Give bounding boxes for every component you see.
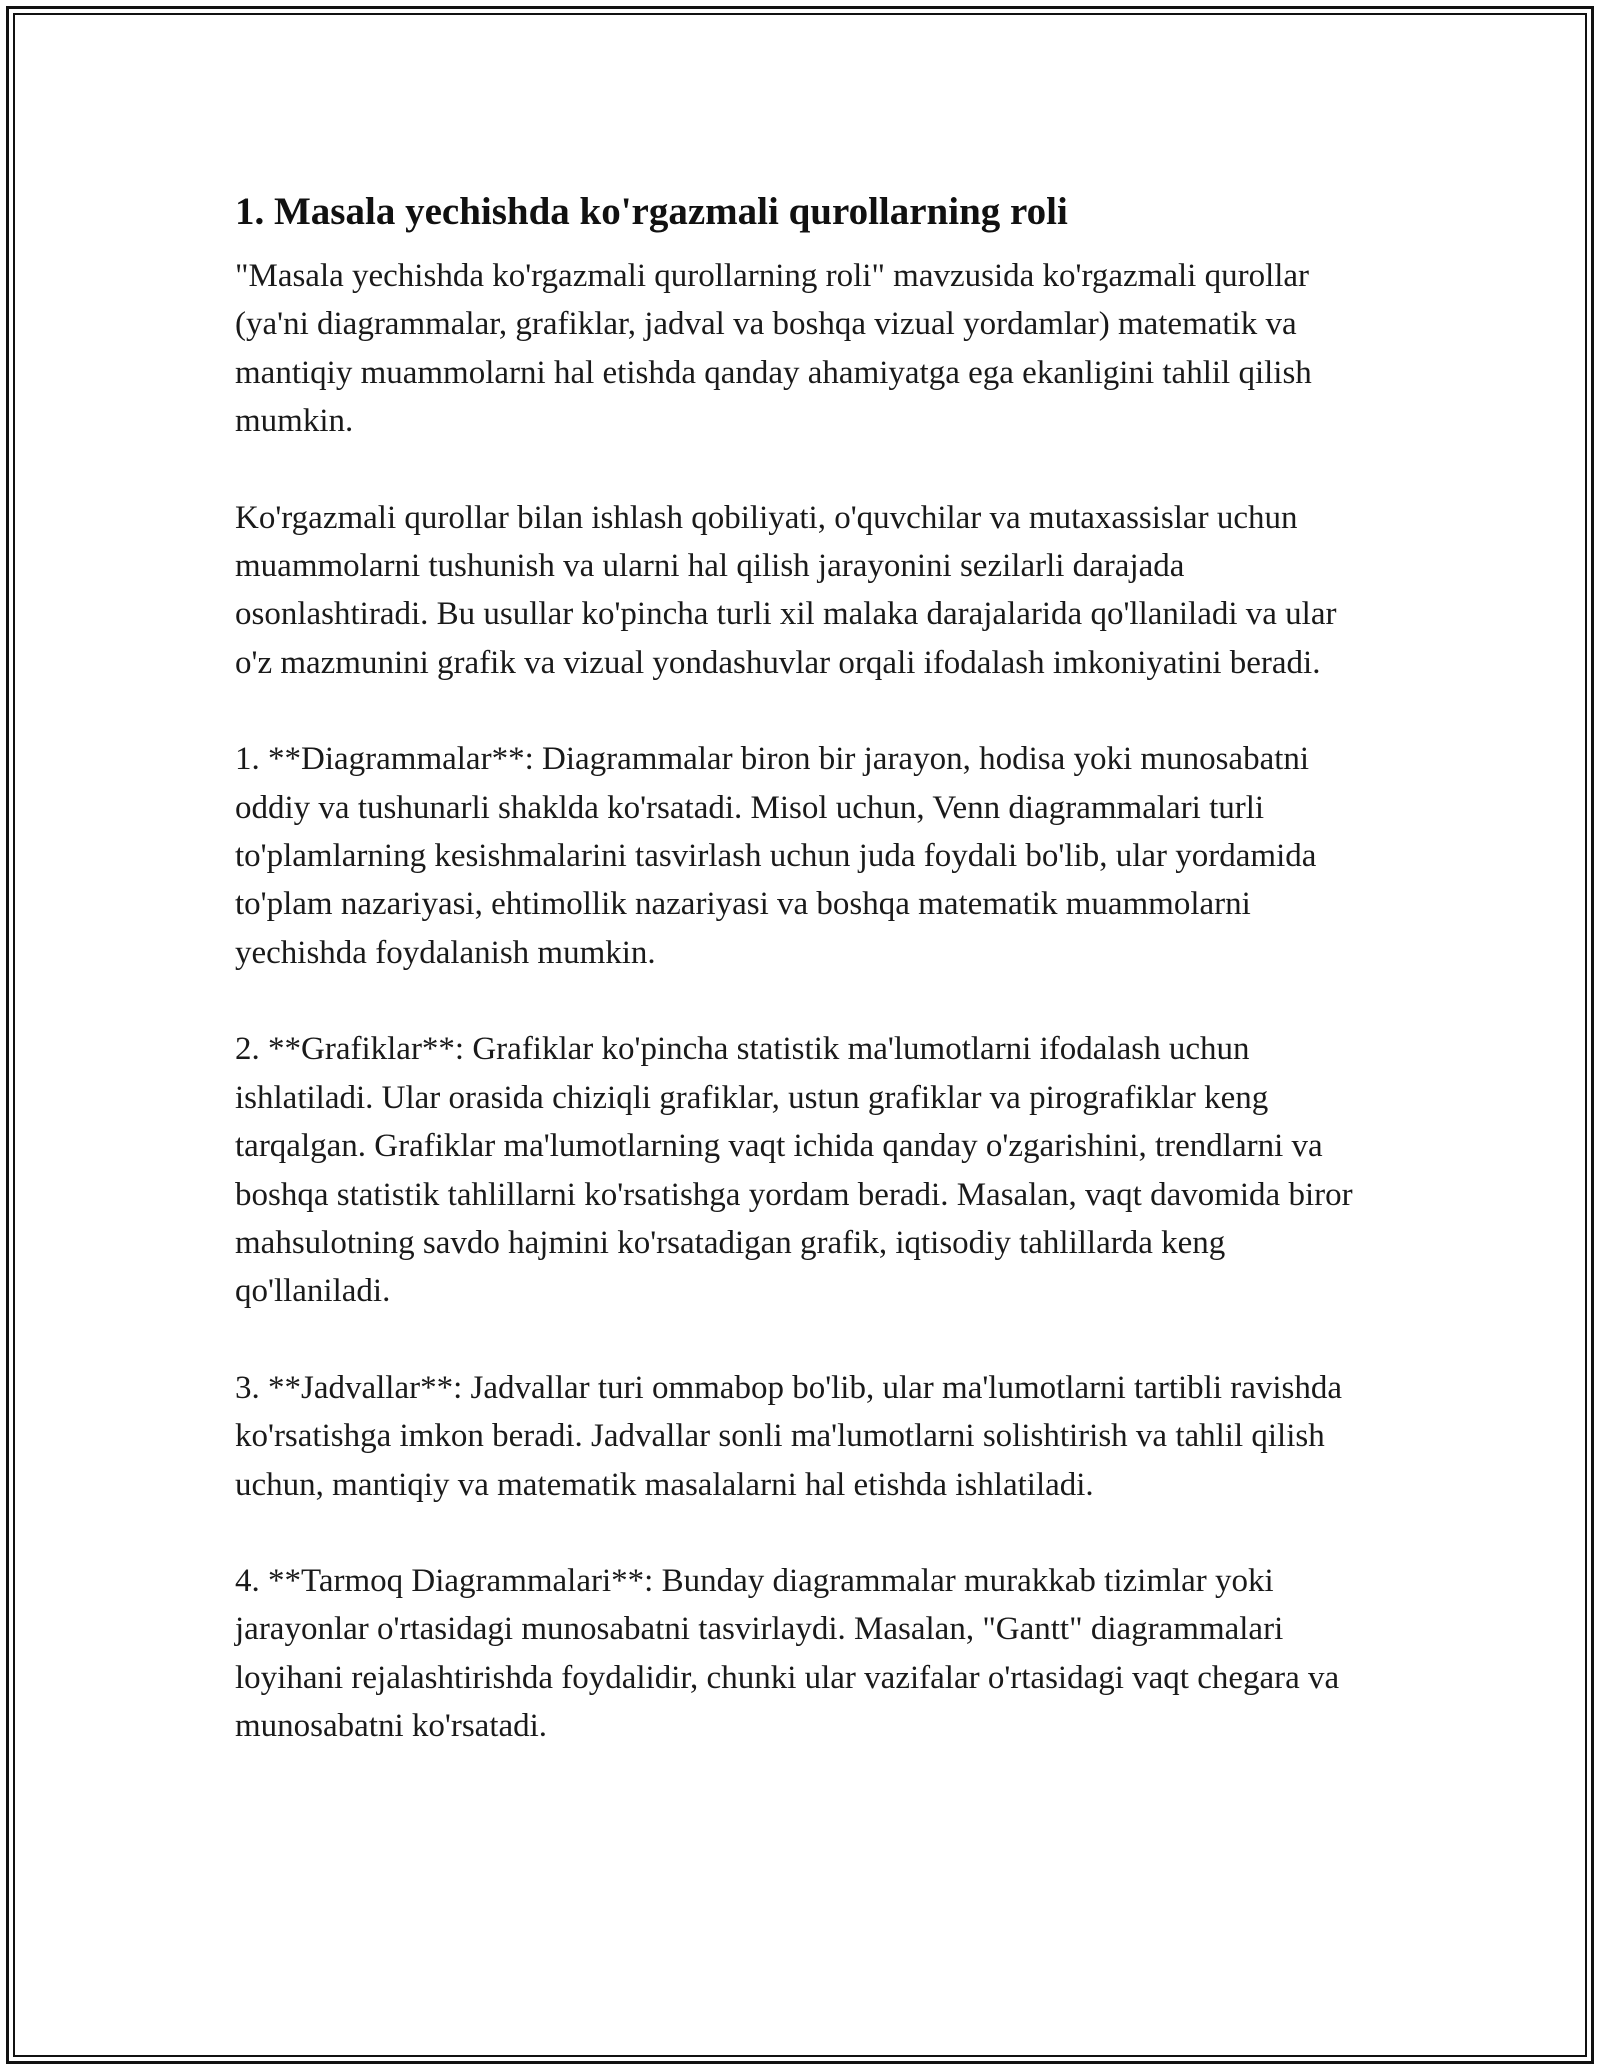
paragraph-visual-aids: Ko'rgazmali qurollar bilan ishlash qobiliyati, o'quvchilar va mutaxassislar uchun muammolarni tushunish va ularni hal qilish jarayonini sezilarli darajada osonlashtiradi. Bu usullar ko'pincha turli xil malaka darajalarida qo'llaniladi va ular o'z mazmunini grafik va vizual yondashuvlar orqali ifodalash imkoniyatini beradi. <box>235 499 1337 681</box>
paragraph-graphs: 2. **Grafiklar**: Grafiklar ko'pincha statistik ma'lumotlarni ifodalash uchun ishlatiladi. Ular orasida chiziqli grafiklar, ustun grafiklar va pirografiklar keng tarqalgan. Grafiklar ma'lumotlarning vaqt ichida qanday o'zgarishini, trendlarni va boshqa statistik tahlillarni ko'rsatishga yordam beradi. Masalan, vaqt davomida biror mahsulotning savdo hajmini ko'rsatadigan grafik, iqtisodiy tahlillarda keng qo'llaniladi. <box>235 1031 1353 1310</box>
paragraph-intro: "Masala yechishda ko'rgazmali qurollarning roli" mavzusida ko'rgazmali qurollar (ya'ni diagrammalar, grafiklar, jadval va boshqa vizual yordamlar) matematik va mantiqiy muammolarni hal etishda qanday ahamiyatga ega ekanligini tahlil qilish mumkin. <box>235 258 1312 440</box>
paragraph-diagrams: 1. **Diagrammalar**: Diagrammalar biron bir jarayon, hodisa yoki munosabatni oddiy va tushunarli shaklda ko'rsatadi. Misol uchun, Venn diagrammalari turli to'plamlarning kesishmalarini tasvirlash uchun juda foydali bo'lib, ular yordamida to'plam nazariyasi, ehtimollik nazariyasi va boshqa matematik muammolarni yechishda foydalanish mumkin. <box>235 741 1317 971</box>
paragraph-network-diagrams: 4. **Tarmoq Diagrammalari**: Bunday diagrammalar murakkab tizimlar yoki jarayonlar o'rtasidagi munosabatni tasvirlaydi. Masalan, "Gantt" diagrammalari loyihani rejalashtirishda foydalidir, chunki ular vazifalar o'rtasidagi vaqt chegara va munosabatni ko'rsatadi. <box>235 1562 1340 1745</box>
document-title: 1. Masala yechishda ko'rgazmali qurollarning roli <box>235 190 1068 233</box>
paragraph-tables: 3. **Jadvallar**: Jadvallar turi ommabop bo'lib, ular ma'lumotlarni tartibli ravishda ko'rsatishga imkon beradi. Jadvallar sonli ma'lumotlarni solishtirish va tahlil qilish uchun, mantiqiy va matematik masalalarni hal etishda ishlatiladi. <box>235 1369 1343 1503</box>
document-body <box>235 186 1375 1799</box>
